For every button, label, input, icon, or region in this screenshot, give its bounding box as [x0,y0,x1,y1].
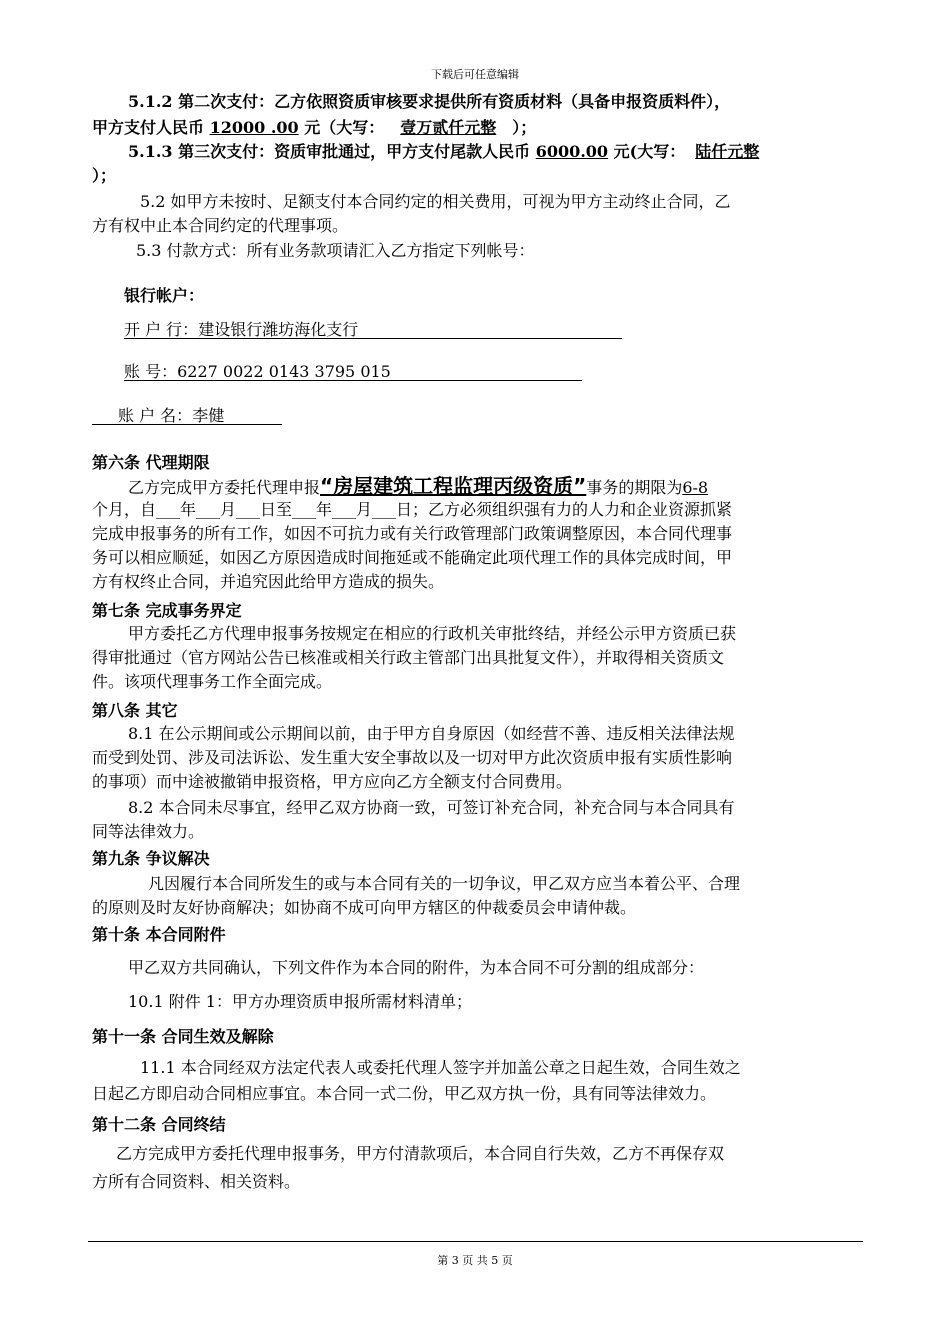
clause-5-1-3 [128,140,759,164]
article-8-2-line2: 同等法律效力。 [92,822,205,841]
article-6-title: 第六条 代理期限 [92,453,210,472]
article-12-title: 第十二条 合同终结 [92,1115,226,1134]
article-6-line2: 个月，自___年___月___日至___年___月___日；乙方必须组织强有力的人力和企业资源抓紧 [92,500,733,519]
bank-name-underline [92,424,282,425]
article-12-line1: 乙方完成甲方委托代理申报事务，甲方付清款项后，本合同自行失效，乙方不再保存双 [116,1144,725,1163]
amount-words: 壹万贰仟元整 [400,118,497,137]
article-7-title: 第七条 完成事务界定 [92,601,242,620]
article-8-1-line2: 而受到处罚、涉及司法诉讼、发生重大安全事故以及一切对甲方此次资质申报有实质性影响 [92,748,733,767]
article-6-line1 [128,474,708,500]
final-amount: 6000.00 [535,142,609,161]
bank-branch-underline [124,338,622,339]
article-11-title: 第十一条 合同生效及解除 [92,1027,274,1046]
bank-name-label: 账 户 名： [118,406,193,425]
footer-rule [88,1241,863,1242]
bank-title: 银行帐户： [124,286,205,305]
bank-account-underline [124,380,582,381]
bank-name-value: 李健 [192,406,225,425]
article-10-title: 第十条 本合同附件 [92,925,226,944]
bank-branch-value: 建设银行潍坊海化支行 [198,320,359,339]
text: 事务的期限为 [586,478,683,497]
final-amount-words: 陆仟元整 [695,142,760,161]
clause-5-2-line1: 5.2 如甲方未按时、足额支付本合同约定的相关费用，可视为甲方主动终止合同，乙 [140,192,731,211]
article-8-1-line1: 8.1 在公示期间或公示期间以前，由于甲方自身原因（如经营不善、违反相关法律法规 [128,724,735,743]
bank-account-label: 账 号： [124,362,178,381]
article-7-line2: 得审批通过（官方网站公告已核准或相关行政主管部门出具批复文件），并取得相关资质文 [92,648,725,667]
bank-branch-label: 开 户 行： [124,320,199,339]
page-number: 第 3 页 共 5 页 [437,1254,513,1267]
article-9-line1: 凡因履行本合同所发生的或与本合同有关的一切争议，甲乙双方应当本着公平、合理 [148,874,741,893]
text: 元(大写： [608,142,686,161]
article-10-item1: 10.1 附件 1：甲方办理资质申报所需材料清单； [128,992,472,1011]
clause-5-1-2-line1: 5.1.2 第二次支付：乙方依照资质审核要求提供所有资质材料（具备申报资质料件）， [128,92,731,111]
text: 5.1.3 第三次支付：资质审批通过，甲方支付尾款人民币 [128,142,536,161]
text: ）； [512,118,537,137]
article-8-2-line1: 8.2 本合同未尽事宜，经甲乙双方协商一致，可签订补充合同，补充合同与本合同具有 [128,798,735,817]
article-12-line2: 方所有合同资料、相关资料。 [92,1172,301,1191]
article-10-line1: 甲乙双方共同确认，下列文件作为本合同的附件，为本合同不可分割的组成部分： [128,958,705,977]
text: 乙方完成甲方委托代理申报 [128,478,321,497]
article-11-line2: 日起乙方即启动合同相应事宜。本合同一式二份，甲乙双方执一份，具有同等法律效力。 [92,1084,717,1103]
header-note: 下载后可任意编辑 [431,68,519,81]
article-6-line4: 务可以相应顺延，如因乙方原因造成时间拖延或不能确定此项代理工作的具体完成时间，甲 [92,548,733,567]
clause-5-3: 5.3 付款方式：所有业务款项请汇入乙方指定下列帐号： [136,241,535,260]
text: 元（大写： [298,118,385,137]
bank-account-value: 6227 0022 0143 3795 015 [177,362,391,381]
article-6-line3: 完成申报事务的所有工作，如因不可抗力或有关行政管理部门政策调整原因，本合同代理事 [92,524,733,543]
text: 甲方支付人民币 [92,118,210,137]
article-7-line3: 件。该项代理事务工作全面完成。 [92,672,333,691]
article-8-1-line3: 的事项）而中途被撤销申报资格，甲方应向乙方全额支付合同费用。 [92,772,573,791]
clause-5-1-3-end: ）； [92,166,117,185]
period: 6-8 [682,478,709,497]
article-9-line2: 的原则及时友好协商解决；如协商不成可向甲方辖区的仲裁委员会申请仲裁。 [92,898,637,917]
clause-5-2-line2: 方有权中止本合同约定的代理事项。 [92,216,349,235]
article-6-line5: 方有权终止合同，并追究因此给甲方造成的损失。 [92,572,445,591]
article-11-line1: 11.1 本合同经双方法定代表人或委托代理人签字并加盖公章之日起生效，合同生效之 [140,1058,741,1077]
article-7-line1: 甲方委托乙方代理申报事务按规定在相应的行政机关审批终结，并经公示甲方资质已获 [128,624,737,643]
clause-5-1-2-line2 [92,116,536,140]
article-9-title: 第九条 争议解决 [92,849,210,868]
amount-figure: 12000 .00 [209,118,299,137]
article-8-title: 第八条 其它 [92,701,178,720]
project-name: “房屋建筑工程监理丙级资质” [320,474,587,498]
